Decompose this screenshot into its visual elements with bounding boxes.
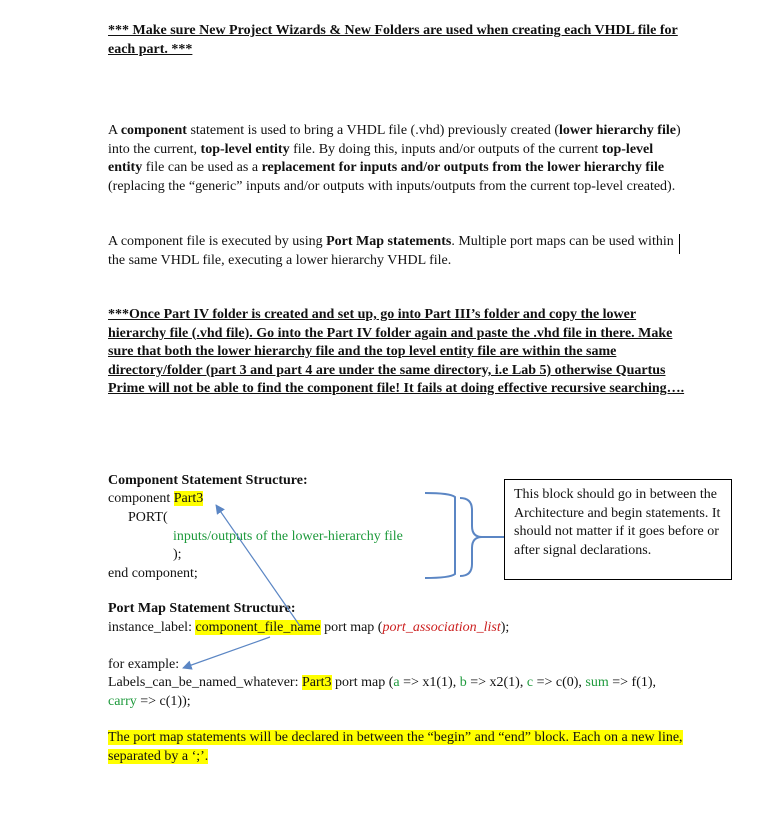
component-intro-paragraph: A component statement is used to bring a VHDL file (.vhd) previously created (lower hierarchy file) into the current, top-level entity file. By doing this, inputs and/or outputs of the current top-level entity file can be used as a replacement for inputs and/or outputs from the lower hierarchy file (replacing the “generic” inputs and/or outputs with inputs/outputs from the current top-level created). xyxy=(108,123,681,194)
placement-note-box: This block should go in between the Architecture and begin statements. It should not matter if it goes before or after signal declarations. xyxy=(504,479,732,580)
example-intro: for example: xyxy=(108,657,180,672)
warning-note: ***Once Part IV folder is created and set up, go into Part III’s folder and copy the lower hierarchy file (.vhd file). Go into the Part IV folder again and paste the .vhd file in there. Make sure that both the lower hierarchy file and the top level entity file are within the same directory/folder (part 3 and part 4 are under the same directory, i.e Lab 5) otherwise Quartus Prime will not be able to find the component file! It fails at doing effective recursive searching…. xyxy=(108,307,685,397)
example-name-highlight: Part3 xyxy=(301,675,332,690)
component-heading: Component Statement Structure: xyxy=(108,473,308,488)
port-map-intro-paragraph: A component file is executed by using Port Map statements. Multiple port maps can be used within the same VHDL file, executing a lower hierarchy VHDL file. xyxy=(108,234,674,268)
end-component-line: end component; xyxy=(108,566,198,581)
part3-arrow-icon xyxy=(216,505,300,626)
ports-placeholder-line: inputs/outputs of the lower-hierarchy file xyxy=(173,529,403,544)
example-arrow-icon xyxy=(183,637,270,668)
example-code-line: Labels_can_be_named_whatever: Part3 port map (a => x1(1), b => x2(1), c => c(0), sum => f(1), carry => c(1)); xyxy=(108,675,657,709)
component-line: component Part3 xyxy=(108,491,204,506)
port-map-syntax-line: instance_label: component_file_name port map (port_association_list); xyxy=(108,620,510,635)
curly-brace-icon xyxy=(460,498,482,576)
port-line: PORT( xyxy=(128,510,168,525)
final-note: The port map statements will be declared in between the “begin” and “end” block. Each on a new line, separated by a ‘;’. xyxy=(108,730,683,764)
port-close-line: ); xyxy=(173,547,182,562)
component-name-highlight: Part3 xyxy=(173,491,204,506)
header-note: *** Make sure New Project Wizards & New Folders are used when creating each VHDL file for each part. *** xyxy=(108,23,678,57)
component-file-name-highlight: component_file_name xyxy=(195,620,321,635)
right-bracket-icon xyxy=(425,493,455,578)
port-map-heading: Port Map Statement Structure: xyxy=(108,601,296,616)
